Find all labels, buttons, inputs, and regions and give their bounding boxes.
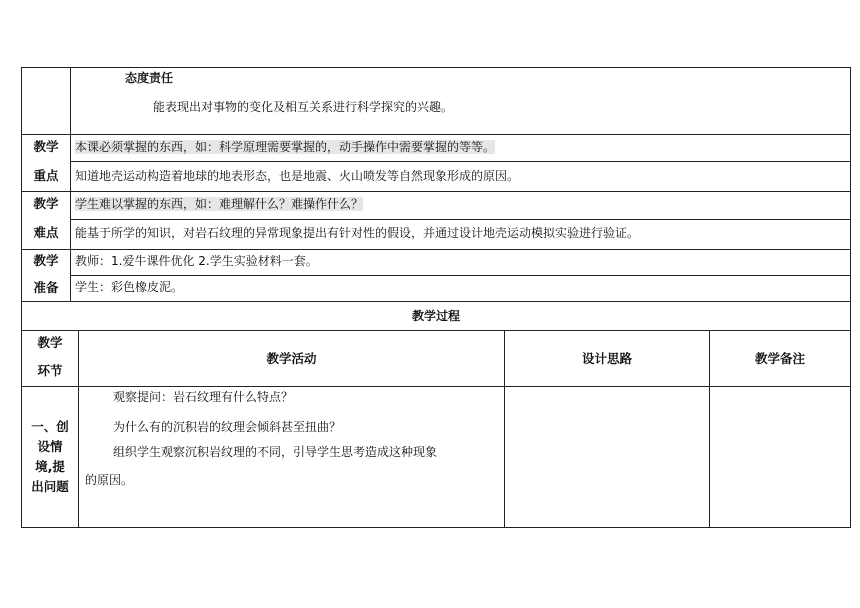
process-title: 教学过程 — [22, 302, 851, 331]
process-row — [22, 387, 851, 528]
notes-cell — [710, 387, 851, 528]
stage-header-line1: 教学 — [37, 335, 63, 350]
preparation-label — [22, 250, 71, 302]
difficult-points-text: 能基于所学的知识，对岩石纹理的异常现象提出有针对性的假设，并通过设计地壳运动模拟实验进行验证。 — [71, 220, 851, 250]
difficult-points-label — [22, 192, 71, 250]
stage-header-line2: 环节 — [37, 363, 63, 378]
preparation-student: 学生：彩色橡皮泥。 — [71, 276, 851, 302]
key-points-hint: 本课必须掌握的东西，如：科学原理需要掌握的，动手操作中需要掌握的等等。 — [75, 140, 496, 154]
preparation-label-line2: 准备 — [33, 280, 59, 295]
notes-header: 教学备注 — [710, 331, 851, 387]
key-points-hint-cell — [71, 135, 851, 162]
attitude-heading: 态度责任 — [125, 71, 174, 85]
activity-line: 观察提问：岩石纹理有什么特点？ — [113, 390, 294, 404]
lesson-plan-table — [21, 67, 851, 528]
difficult-points-label-line1: 教学 — [33, 196, 59, 211]
difficult-points-hint-cell — [71, 192, 851, 220]
design-header: 设计思路 — [505, 331, 710, 387]
preparation-label-line1: 教学 — [33, 253, 59, 268]
key-points-label-line1: 教学 — [33, 139, 59, 154]
activity-line: 为什么有的沉积岩的纹理会倾斜甚至扭曲？ — [113, 420, 342, 434]
activity-line: 组织学生观察沉积岩纹理的不同，引导学生思考造成这种现象 — [113, 445, 438, 459]
key-points-label-line2: 重点 — [33, 168, 59, 183]
difficult-points-label-line2: 难点 — [33, 225, 59, 240]
attitude-text: 能表现出对事物的变化及相互关系进行科学探究的兴趣。 — [153, 100, 454, 114]
activity-header: 教学活动 — [79, 331, 505, 387]
stage-line: 一、创 — [31, 419, 69, 434]
design-cell — [505, 387, 710, 528]
stage-line: 出问题 — [31, 479, 69, 494]
activity-line: 的原因。 — [85, 473, 134, 487]
stage-header — [22, 331, 79, 387]
difficult-points-hint: 学生难以掌握的东西，如：难理解什么？难操作什么？ — [75, 197, 364, 211]
key-points-text: 知道地壳运动构造着地球的地表形态，也是地震、火山喷发等自然现象形成的原因。 — [71, 162, 851, 192]
attitude-label-cell — [22, 68, 71, 135]
attitude-cell — [71, 68, 851, 135]
stage-line: 境,提 — [35, 459, 65, 474]
stage-line: 设情 — [37, 439, 63, 454]
stage-cell — [22, 387, 79, 528]
key-points-label — [22, 135, 71, 192]
preparation-teacher: 教师：1.爱牛课件优化 2.学生实验材料一套。 — [71, 250, 851, 276]
activity-cell — [79, 387, 505, 528]
